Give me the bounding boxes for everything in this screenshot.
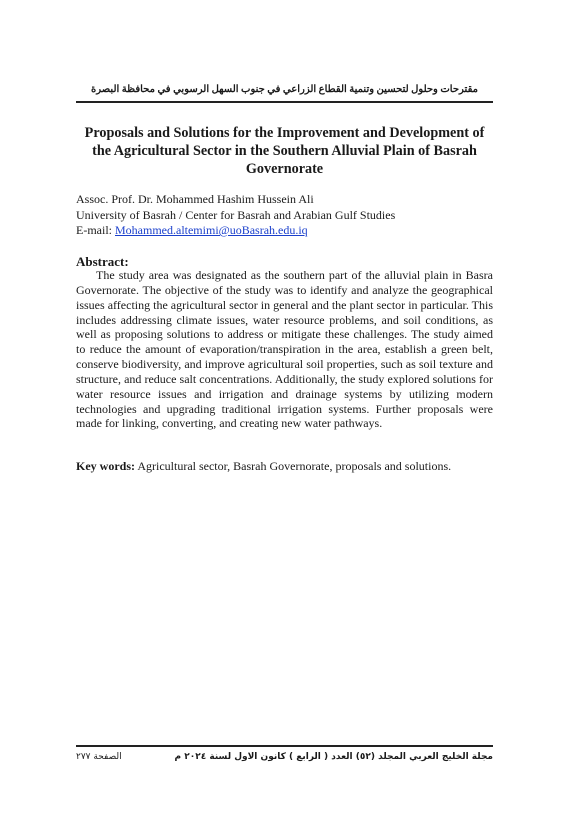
abstract-heading: Abstract:	[76, 254, 129, 269]
author-email-line	[76, 223, 493, 239]
page-number: الصفحة ٢٧٧	[76, 752, 122, 762]
paper-title: Proposals and Solutions for the Improvement and Development of the Agricultural Sector in the Southern Alluvial Plain of Basrah Governorate	[84, 125, 485, 177]
abstract-body: The study area was designated as the southern part of the alluvial plain in Basra Governorate. The objective of the study was to identify and analyze the geographical issues affecting the agricultural sector in general and the plant sector in particular. This includes addressing climate issues, water resource problems, and soil conditions, as well as proposing solutions to address or mitigate these challenges. The study aimed to reduce the amount of evaporation/transpiration in the area, establish a green belt, conserve biodiversity, and improve agricultural soil properties, such as soil texture and structure, and reduce salt concentrations. Additionally, the study explored solutions for water resource issues and irrigation and drainage systems by utilizing modern technologies and upgrading traditional irrigation systems. Further proposals were made for linking, converting, and creating new water pathways.	[76, 268, 493, 431]
author-block	[76, 192, 493, 239]
header-rule	[76, 101, 493, 103]
email-label: E-mail:	[76, 223, 115, 237]
keywords-line	[76, 459, 493, 474]
author-affiliation: University of Basrah / Center for Basrah and Arabian Gulf Studies	[76, 207, 396, 222]
footer-journal-info: مجلة الخليج العربي المجلد (٥٢) العدد ( الرابع ) كانون الاول لسنة ٢٠٢٤ م	[174, 752, 493, 762]
keywords-label: Key words:	[76, 459, 135, 473]
running-header: مقترحات وحلول لتحسين وتنمية القطاع الزراعي في جنوب السهل الرسوبي في محافظة البصرة	[91, 84, 478, 95]
author-name: Assoc. Prof. Dr. Mohammed Hashim Hussein Ali	[76, 192, 314, 206]
keywords-text: Agricultural sector, Basrah Governorate, proposals and solutions.	[135, 459, 452, 473]
email-link[interactable]: Mohammed.altemimi@uoBasrah.edu.iq	[115, 223, 308, 237]
footer-rule	[76, 745, 493, 747]
